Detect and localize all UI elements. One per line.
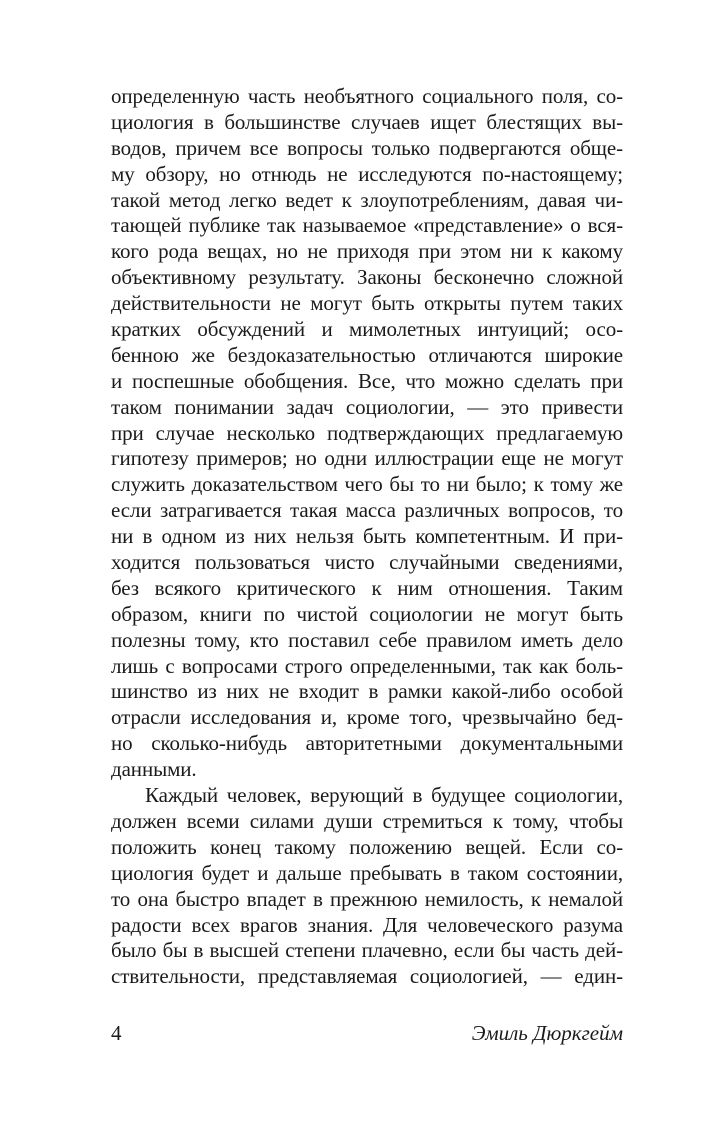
text-line: водов, причем все вопросы только подвергаются обще-: [111, 135, 623, 160]
text-line: было бы в высшей степени плачевно, если бы часть дей-: [111, 938, 623, 963]
text-line: без всякого критического к ним отношения. Таким: [111, 575, 623, 600]
page-footer: [111, 1019, 623, 1047]
text-line: должен всеми силами души стремиться к тому, чтобы: [111, 808, 623, 833]
text-line: му обзору, но отнюдь не исследуются по-настоящему;: [111, 161, 623, 186]
text-line: положить конец такому положению вещей. Если со-: [111, 834, 623, 859]
text-line: объективному результату. Законы бесконечно сложной: [111, 265, 623, 290]
text-line: шинство из них не входит в рамки какой-либо особой: [111, 679, 623, 704]
text-line: бенною же бездоказательностью отличаются широкие: [111, 342, 623, 367]
text-line: ни в одном из них нельзя быть компетентным. И при-: [111, 524, 623, 549]
text-line: ствительности, представляемая социологией, — един-: [111, 964, 623, 989]
text-line: кратких обсуждений и мимолетных интуиций; осо-: [111, 317, 623, 342]
text-line: но сколько-нибудь авторитетными документальными: [111, 731, 623, 756]
text-line: действительности не могут быть открыты путем таких: [111, 291, 623, 316]
text-line: Каждый человек, верующий в будущее социологии,: [145, 783, 623, 808]
text-line: циология в большинстве случаев ищет блестящих вы-: [111, 109, 623, 134]
text-line: кого рода вещах, но не приходя при этом ни к какому: [111, 239, 623, 264]
text-line: таком понимании задач социологии, — это привести: [111, 394, 623, 419]
text-line: гипотезу примеров; но одни иллюстрации еще не могут: [111, 446, 623, 471]
text-line: служить доказательством чего бы то ни было; к тому же: [111, 472, 623, 497]
text-line: полезны тому, кто поставил себе правилом иметь дело: [111, 627, 623, 652]
text-line: лишь с вопросами строго определенными, так как боль-: [111, 653, 623, 678]
text-line: ходится пользоваться чисто случайными сведениями,: [111, 550, 623, 575]
paragraph: [111, 783, 623, 990]
running-author: Эмиль Дюркгейм: [471, 1021, 623, 1045]
text-line: такой метод легко ведет к злоупотреблениям, давая чи-: [111, 187, 623, 212]
text-line: циология будет и дальше пребывать в таком состоянии,: [111, 860, 623, 885]
text-line: если затрагивается такая масса различных вопросов, то: [111, 498, 623, 523]
page-number: 4: [111, 1021, 122, 1045]
text-line: образом, книги по чистой социологии не могут быть: [111, 601, 623, 626]
text-line: и поспешные обобщения. Все, что можно сделать при: [111, 368, 623, 393]
text-line: тающей публике так называемое «представление» о вся-: [111, 213, 623, 238]
text-line: радости всех врагов знания. Для человеческого разума: [111, 912, 623, 937]
page-body: [111, 84, 623, 990]
text-line: отрасли исследования и, кроме того, чрезвычайно бед-: [111, 705, 623, 730]
text-line: определенную часть необъятного социального поля, со-: [111, 84, 623, 108]
paragraph: [111, 84, 623, 783]
text-line: данными.: [111, 757, 197, 782]
text-line: при случае несколько подтверждающих предлагаемую: [111, 420, 623, 445]
text-line: то она быстро впадет в прежнюю немилость, к немалой: [111, 886, 623, 911]
